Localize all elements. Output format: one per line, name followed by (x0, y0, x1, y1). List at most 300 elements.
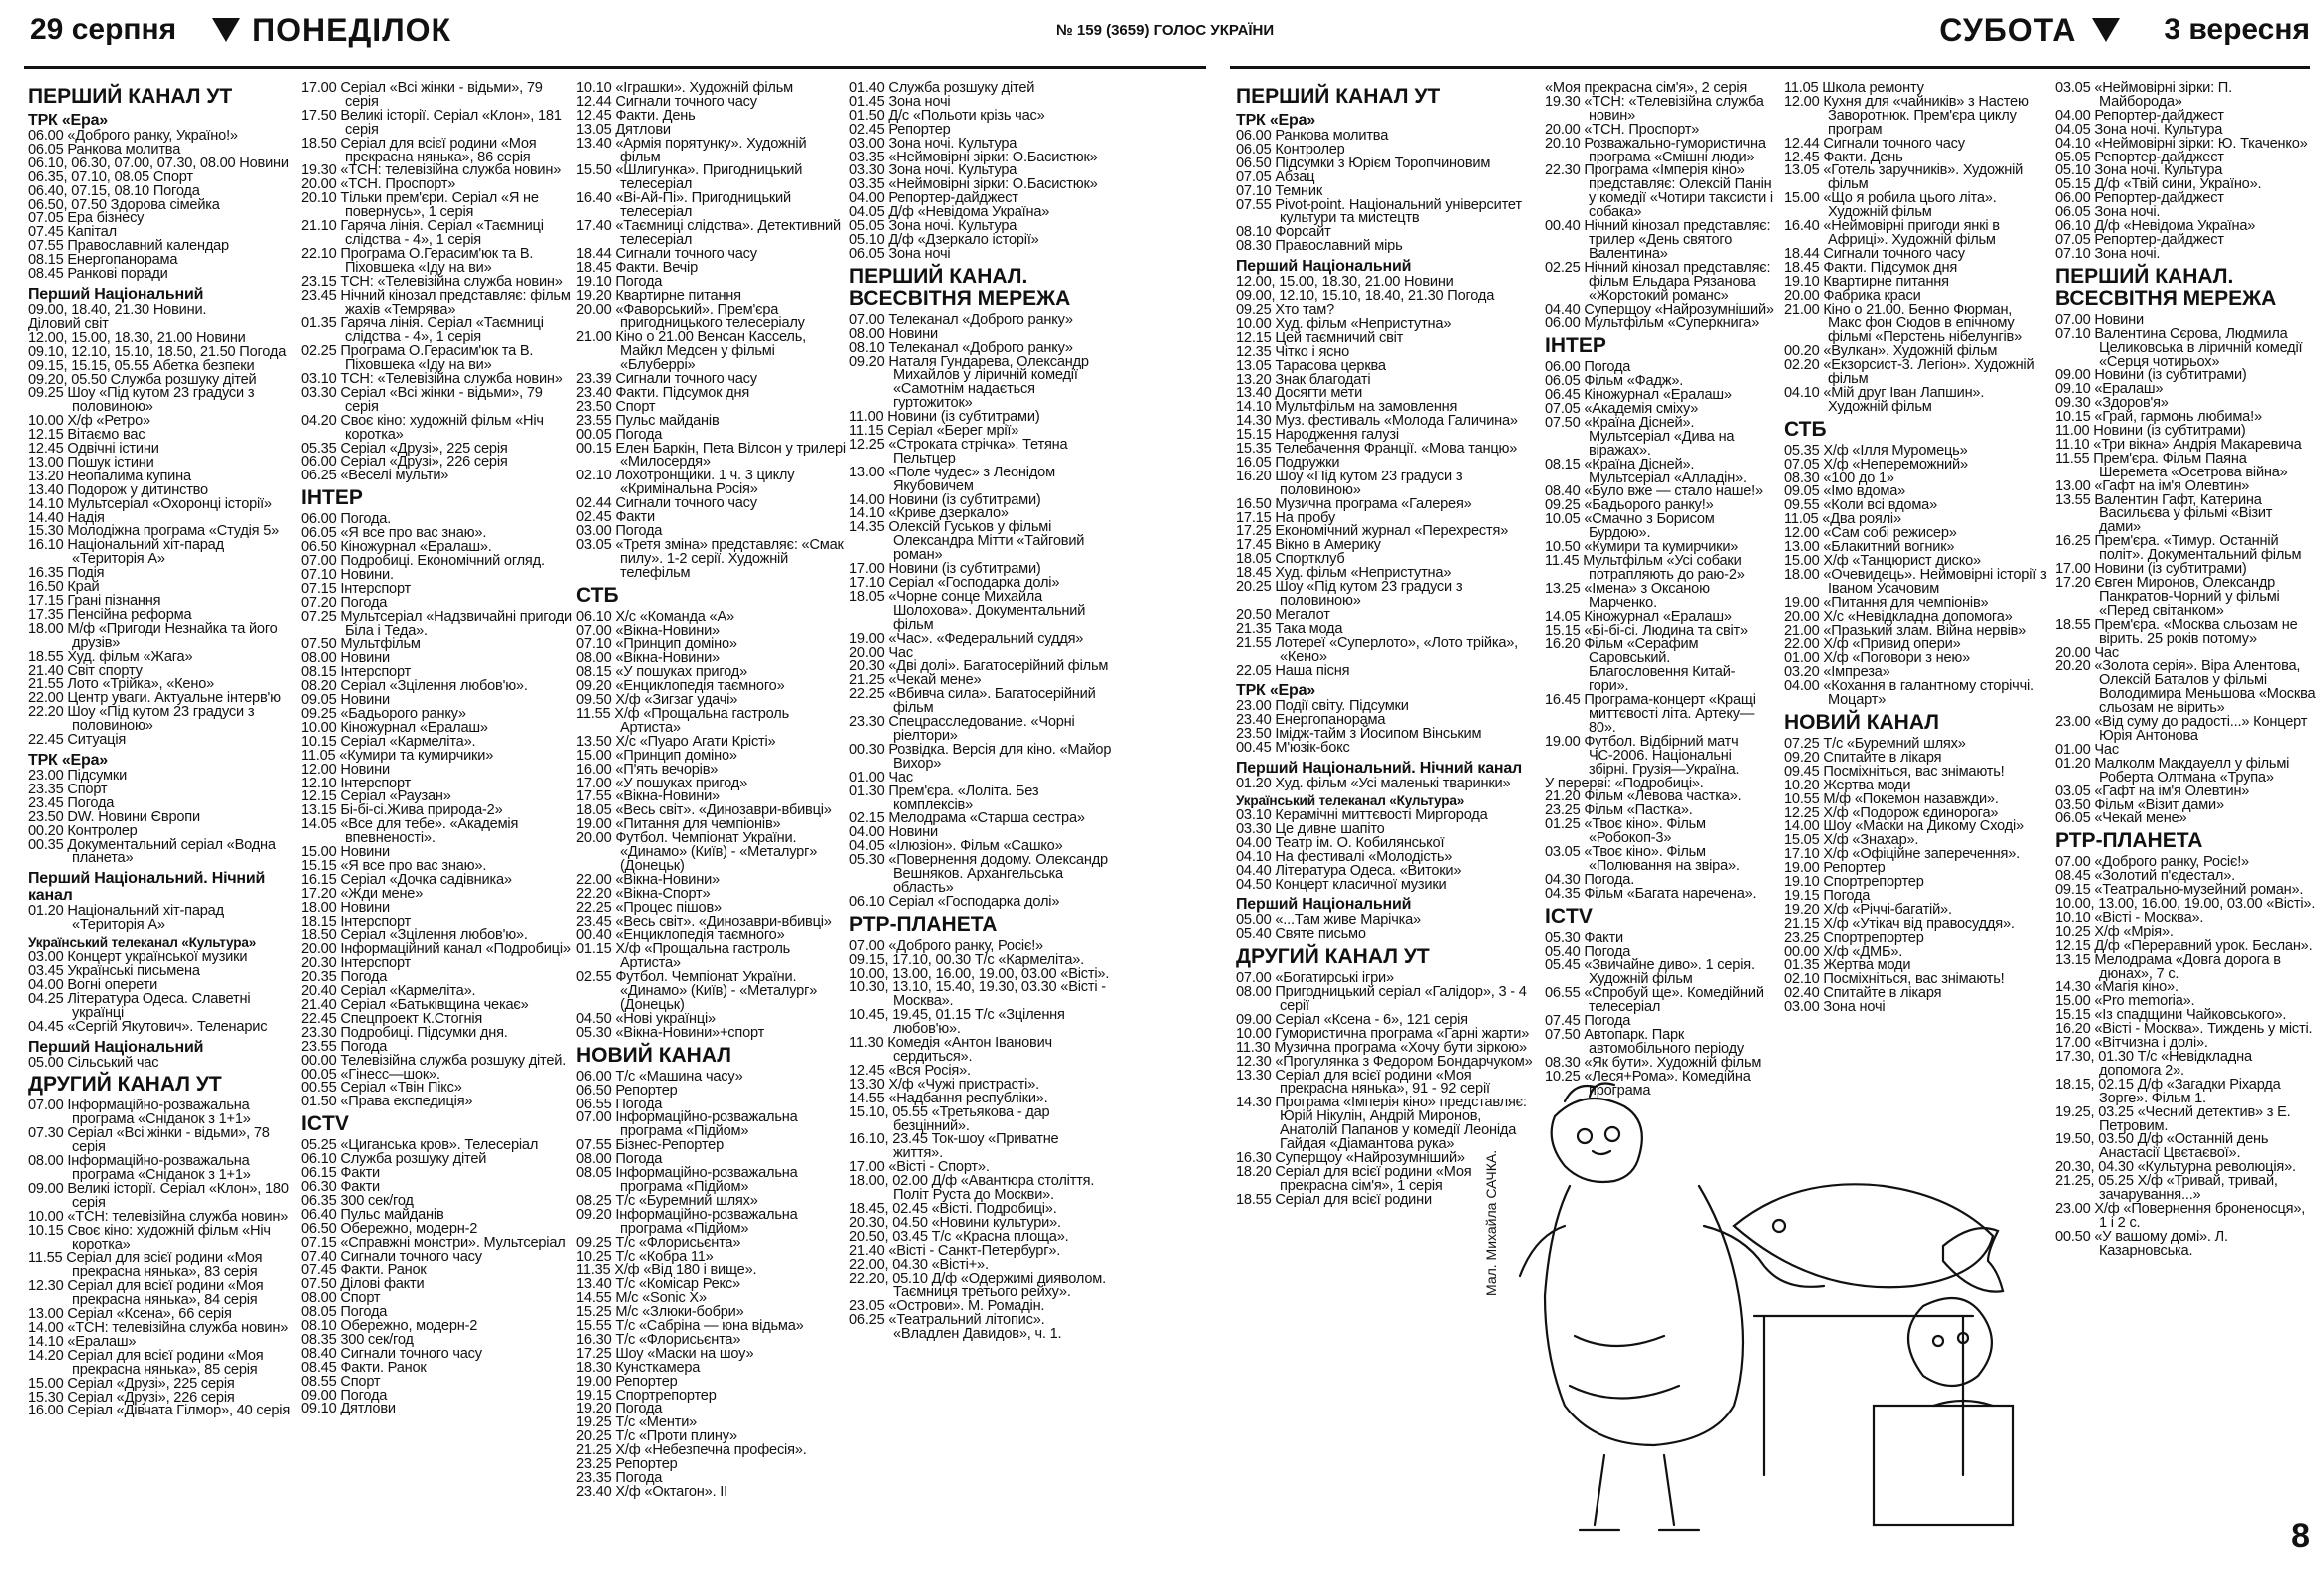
program-listing: 19.10 Квартирне питання (1784, 273, 1949, 290)
program-listing: 20.00 Фабрика краси (1784, 287, 1921, 304)
program-listing: 06.50 Підсумки з Юрієм Торопчиновим (1236, 155, 1491, 171)
program-listing: 11.05 «Кумири та кумирчики» (301, 747, 494, 764)
program-listing: 10.05 «Смачно з Борисом Бурдою». (1545, 511, 1715, 542)
program-listing: 19.25, 03.25 «Чесний детектив» з Е. Петровим. (2055, 1103, 2291, 1134)
program-listing: 15.55 Т/с «Сабріна — юна відьма» (576, 1318, 804, 1335)
program-listing: 23.45 Погода (28, 794, 115, 811)
program-listing: 21.55 Лотереї «Суперлото», «Лото трійка», «Кено» (1236, 634, 1519, 665)
program-listing: 06.00 Погода. (301, 511, 392, 528)
header-rule-right (1230, 66, 2310, 69)
program-listing: 19.20 Квартирне питання (576, 287, 741, 304)
program-listing: 06.25 «Театральний літопис». «Владлен Давидов», ч. 1. (849, 1312, 1062, 1343)
program-listing: 07.45 Капітал (28, 224, 117, 241)
program-listing: 09.00 Новини (із субтитрами) (2055, 367, 2247, 384)
program-listing: 16.20 Шоу «Під кутом 23 градуси з половиною» (1236, 468, 1463, 498)
program-listing: 08.35 300 сек/год (301, 1331, 414, 1348)
program-listing: 22.30 Програма «Імперія кіно» представляє: Олексій Панін у комедії «Чотири таксисти і собака» (1545, 162, 1773, 221)
channel-heading: СТБ (576, 583, 619, 607)
program-listing: 07.55 Православний календар (28, 238, 229, 255)
channel-heading: РТР-ПЛАНЕТА (2055, 829, 2203, 853)
program-listing: 19.10 Погода (576, 273, 663, 290)
program-listing: 21.00 Кіно о 21.00. Бенно Фюрман, Макс фон Сюдов в епічному фільмі «Перстень нібелунгів» (1784, 301, 2023, 346)
program-listing: 12.00, 15.00, 18.30, 21.00 Новини (28, 329, 246, 346)
program-listing: 11.05 «Два роялі» (1784, 511, 1901, 528)
channel-heading: ICTV (301, 1112, 349, 1136)
program-listing: 15.00 «Pro memoria». (2055, 993, 2195, 1010)
program-listing: 15.00 Серіал «Друзі», 225 серія (28, 1375, 235, 1392)
program-listing: 13.20 Неопалима купина (28, 468, 191, 484)
program-listing: 14.10 «Ералаш» (28, 1333, 137, 1350)
program-listing: 05.30 «Вікна-Новини»+спорт (576, 1024, 765, 1041)
program-listing: 19.10 Спортрепортер (1784, 874, 1924, 891)
program-listing: 08.15 «Країна Дісней». Мультсеріал «Алладін». (1545, 456, 1747, 486)
program-listing: 08.15 Енергопанорама (28, 252, 178, 269)
program-listing: 13.40 «Армія порятунку». Художній фільм (576, 135, 807, 165)
schedule-column-3 (576, 82, 847, 1500)
program-listing: 00.05 «Гінесс—шок». (301, 1066, 440, 1083)
program-listing: 14.30 «Магія кіно». (2055, 979, 2179, 996)
program-listing: 11.45 Мультфільм «Усі собаки потрапляють до раю-2» (1545, 553, 1745, 583)
program-listing: 10.00 «ТСН: телевізійна служба новин» (28, 1208, 289, 1225)
program-listing: 13.30 Х/ф «Чужі пристрасті». (849, 1076, 1039, 1093)
program-listing: 06.00 «Доброго ранку, Україно!» (28, 128, 238, 144)
channel-heading: СТБ (1784, 417, 1827, 441)
program-listing: 23.15 ТСН: «Телевізійна служба новин» (301, 273, 563, 290)
program-listing: 03.35 «Неймовірні зірки: О.Басистюк» (849, 149, 1098, 165)
program-listing: 12.44 Сигнали точного часу (576, 93, 757, 110)
program-listing: 12.45 Факти. День (576, 107, 696, 124)
program-listing: 16.40 «Неймовірні пригоди янкі в Африці». Художній фільм (1784, 218, 2000, 248)
program-listing: 09.55 «Коли всі вдома» (1784, 497, 1937, 514)
program-listing: 07.05 «Академія сміху» (1545, 401, 1699, 418)
program-listing: 03.05 «Неймовірні зірки: П. Майборода» (2055, 80, 2232, 110)
program-listing: 23.35 Погода (576, 1470, 663, 1486)
program-listing: 14.40 Надія (28, 509, 105, 526)
program-listing: 10.50 «Кумири та кумирчики» (1545, 539, 1739, 556)
program-listing: 03.35 «Неймовірні зірки: О.Басистюк» (849, 176, 1098, 193)
program-listing: 22.00, 04.30 «Вісті+». (849, 1256, 989, 1273)
program-listing: 06.35 300 сек/год (301, 1192, 414, 1209)
program-listing: 15.00 Х/ф «Танцюрист диско» (1784, 553, 1981, 569)
program-listing: 00.00 Х/ф «ДМБ». (1784, 943, 1903, 960)
program-listing: 08.30 Православний мірь (1236, 238, 1403, 255)
sub-channel-heading: ТРК «Ера» (28, 751, 108, 769)
channel-heading: ПЕРШИЙ КАНАЛ. ВСЕСВІТНЯ МЕРЕЖА (849, 264, 1071, 310)
program-listing: 23.00 «Від суму до радості...» Концерт Юрія Антонова (2055, 714, 2308, 744)
channel-heading: ДРУГИЙ КАНАЛ УТ (28, 1073, 222, 1097)
program-listing: 14.00 Шоу «Маски на Дикому Сході» (1784, 818, 2024, 835)
channel-heading: ІНТЕР (301, 486, 363, 510)
program-listing: 00.05 Погода (576, 426, 663, 443)
program-listing: 08.55 Спорт (301, 1373, 381, 1390)
program-listing: 15.00 «Що я робила цього літа». Художній фільм (1784, 190, 1997, 221)
program-listing: 22.20 «Вікна-Спорт» (576, 885, 711, 902)
program-listing: 20.40 Серіал «Кармеліта». (301, 983, 476, 1000)
program-listing: 14.00 Новини (із субтитрами) (849, 491, 1041, 508)
program-listing: 11.55 Х/ф «Прощальна гастроль Артиста» (576, 705, 789, 736)
program-listing: 07.05 Х/ф «Непереможний» (1784, 456, 1968, 472)
program-listing: 06.50 Обережно, модерн-2 (301, 1220, 478, 1237)
program-listing: 16.25 Прем'єра. «Тимур. Останній політ». Документальний фільм (2055, 533, 2302, 564)
program-listing: 09.00 Погода (301, 1387, 388, 1404)
schedule-column-7 (1784, 82, 2047, 1015)
program-listing: 13.05 Тарасова церква (1236, 357, 1386, 374)
program-listing: 21.40 Світ спорту (28, 662, 143, 679)
program-listing: 22.25 «Процес пішов» (576, 899, 722, 916)
program-listing: 14.05 Кіножурнал «Ералаш» (1545, 608, 1732, 625)
program-listing: 12.15 Д/ф «Переравний урок. Беслан». (2055, 937, 2313, 954)
program-listing: 07.05 Абзац (1236, 168, 1315, 185)
program-listing: 23.40 Енергопанорама (1236, 712, 1386, 729)
program-listing: Діловий світ (28, 315, 109, 332)
program-listing: 13.05 «Готель заручників». Художній фільм (1784, 162, 2024, 193)
program-listing: 23.30 Спецрасследование. «Чорні ріелтори» (849, 714, 1075, 744)
program-listing: 05.00 Сільський час (28, 1054, 159, 1071)
program-listing: 02.25 Програма О.Герасим'юк та В. Піховшека «Іду на ви» (301, 343, 534, 374)
program-listing: 09.20 Наталя Гундарева, Олександр Михайлов у ліричній комедії «Самотнім надається гуртожиток» (849, 353, 1089, 412)
schedule-column-1 (28, 82, 297, 1418)
program-listing: 18.05 «Весь світ». «Динозаври-вбивці» (576, 802, 832, 819)
sub-channel-heading: Перший Національний. Нічний канал (28, 870, 266, 905)
program-listing: 06.50, 07.50 Здорова сімейка (28, 196, 220, 213)
program-listing: 21.25 «Чекай мене» (849, 672, 982, 689)
program-listing: 12.00, 15.00, 18.30, 21.00 Новини (1236, 274, 1454, 291)
program-listing: 03.00 Концерт української музики (28, 949, 248, 966)
program-listing: 03.10 Керамічні миттєвості Миргорода (1236, 806, 1488, 823)
program-listing: 03.10 ТСН: «Телевізійна служба новин» (301, 371, 563, 388)
program-listing: 06.55 «Спробуй ще». Комедійний телесеріал (1545, 985, 1764, 1016)
left-day-title: ПОНЕДІЛОК (252, 11, 452, 48)
program-listing: 06.00 Серіал «Друзі», 226 серія (301, 454, 508, 471)
program-listing: 04.50 Концерт класичної музики (1236, 876, 1447, 893)
program-listing: 11.30 Музична програма «Хочу бути зіркою» (1236, 1039, 1527, 1056)
program-listing: 23.39 Сигнали точного часу (576, 371, 757, 388)
program-listing: 01.50 Д/с «Польоти крізь час» (849, 107, 1045, 124)
program-listing: 01.25 «Твоє кіно». Фільм «Робокоп-3» (1545, 816, 1706, 847)
program-listing: 13.05 Дятлови (576, 121, 671, 138)
triangle-down-icon (2092, 18, 2120, 42)
program-listing: 07.05 Ера бізнесу (28, 210, 145, 227)
program-listing: 23.55 Пульс майданів (576, 412, 720, 429)
program-listing: 09.00, 12.10, 15.10, 18.40, 21.30 Погода (1236, 288, 1495, 305)
program-listing: 11.05 Школа ремонту (1784, 80, 1924, 96)
program-listing: 04.35 Фільм «Багата наречена». (1545, 885, 1757, 902)
program-listing: 06.05 Ранкова молитва (28, 141, 181, 157)
program-listing: 02.10 Посміхніться, вас знімають! (1784, 971, 2005, 988)
program-listing: 07.10 Новини. (301, 566, 394, 583)
program-listing: 18.55 Худ. фільм «Жага» (28, 648, 193, 665)
program-listing: 04.00 Новини (849, 824, 938, 841)
sub-channel-heading: Перший Національний (1236, 258, 1412, 276)
program-listing: 15.50 «Шлигунка». Пригодницький телесеріал (576, 162, 803, 193)
program-listing: «Моя прекрасна сім'я», 2 серія (1545, 80, 1748, 96)
program-listing: 07.00 Інформаційно-розважальна програма «Підйом» (576, 1109, 798, 1140)
program-listing: 15.35 Телебачення Франції. «Мова танцю» (1236, 441, 1518, 458)
program-listing: 07.00 «Вікна-Новини» (576, 622, 720, 639)
schedule-column-2 (301, 82, 572, 1416)
program-listing: 16.45 Програма-концерт «Кращі миттєвості літа. Артеку—80». (1545, 692, 1756, 736)
program-listing: 09.10 Дятлови (301, 1401, 396, 1417)
program-listing: 01.35 Гаряча лінія. Серіал «Таємниці слідства - 4», 1 серія (301, 315, 544, 346)
program-listing: 16.30 Т/с «Флорисьєнта» (576, 1331, 741, 1348)
program-listing: 03.00 Погода (576, 523, 663, 539)
program-listing: 18.15, 02.15 Д/ф «Загадки Ріхарда Зорге». Фільм 1. (2055, 1076, 2281, 1106)
program-listing: 11.55 Серіал для всієї родини «Моя прекрасна нянька», 83 серія (28, 1250, 263, 1281)
program-listing: 06.05 Контролер (1236, 141, 1345, 157)
program-listing: 04.00 Репортер-дайджест (2055, 107, 2224, 124)
program-listing: 14.00 «ТСН: телевізійна служба новин» (28, 1319, 289, 1336)
program-listing: 18.20 Серіал для всієї родини «Моя прекрасна сім'я», 1 серія (1236, 1163, 1472, 1194)
program-listing: 19.20 Х/ф «Річчі-багатій». (1784, 901, 1952, 918)
program-listing: 03.00 Зона ночі (1784, 999, 1886, 1016)
program-listing: 10.10 «Іграшки». Художній фільм (576, 80, 793, 96)
program-listing: 00.40 Нічний кінозал представляє: трилер «День святого Валентина» (1545, 218, 1771, 262)
program-listing: 04.40 Література Одеса. «Витоки» (1236, 862, 1462, 879)
program-listing: 04.10 «Неймовірні зірки: Ю. Ткаченко» (2055, 135, 2308, 152)
channel-heading: НОВИЙ КАНАЛ (576, 1043, 731, 1067)
program-listing: 17.50 Великі історії. Серіал «Клон», 181 серія (301, 107, 562, 138)
program-listing: 23.45 Нічний кінозал представляє: фільм жахів «Темрява» (301, 287, 571, 318)
program-listing: 12.30 Серіал для всієї родини «Моя прекрасна нянька», 84 серія (28, 1278, 264, 1309)
program-listing: 06.10 Д/ф «Невідома Україна» (2055, 218, 2256, 235)
sub-channel-heading: Український телеканал «Культура» (28, 935, 257, 951)
program-listing: 07.00 «Доброго ранку, Росіє!» (849, 937, 1043, 954)
program-listing: 18.05 Спортклуб (1236, 551, 1345, 568)
program-listing: 09.15 «Театрально-музейний роман». (2055, 882, 2304, 899)
program-listing: 10.15 Своє кіно: художній фільм «Ніч коротка» (28, 1222, 271, 1253)
program-listing: 18.00 М/ф «Пригоди Незнайка та його друзів» (28, 620, 278, 651)
sub-channel-heading: Український телеканал «Культура» (1236, 792, 1465, 808)
program-listing: 17.15 Грані пізнання (28, 593, 161, 609)
program-listing: 20.50, 03.45 Т/с «Красна площа». (849, 1228, 1069, 1245)
sub-channel-heading: Перший Національний (1236, 896, 1412, 914)
program-listing: 15.10, 05.55 «Третьякова - дар безцінний». (849, 1103, 1050, 1134)
program-listing: 03.05 «Гафт на ім'я Олевтин» (2055, 783, 2250, 799)
program-listing: 07.10 Темник (1236, 182, 1323, 199)
caricature-illustration (1495, 1077, 2053, 1545)
program-listing: 17.00 Новини (із субтитрами) (2055, 561, 2247, 578)
program-listing: 23.35 Спорт (28, 781, 108, 797)
program-listing: 16.00 «П'ять вечорів» (576, 761, 719, 778)
program-listing: 07.55 Pivot-point. Національний університет культури та мистецтв (1236, 196, 1522, 227)
program-listing: 19.00 Репортер (576, 1373, 678, 1390)
program-listing: 07.25 Т/с «Буремний шлях» (1784, 735, 1966, 752)
program-listing: 01.00 Час (2055, 741, 2119, 758)
program-listing: 04.05 «Ілюзіон». Фільм «Сашко» (849, 838, 1063, 855)
program-listing: 13.00 «Блакитний вогник» (1784, 539, 1955, 556)
program-listing: 22.00 «Вікна-Новини» (576, 871, 720, 888)
program-listing: 18.45 Факти. Підсумок дня (1784, 259, 1958, 276)
program-listing: 18.45 Факти. Вечір (576, 259, 699, 276)
program-listing: 20.00 Футбол. Чемпіонат України. «Динамо» (Київ) - «Металург» (Донецьк) (576, 830, 818, 874)
program-listing: 00.40 «Енциклопедія таємного» (576, 927, 785, 944)
program-listing: 00.20 «Вулкан». Художній фільм (1784, 343, 1998, 360)
program-listing: 13.00 Пошук істини (28, 454, 154, 471)
channel-heading: ІНТЕР (1545, 334, 1606, 358)
program-listing: 05.35 Серіал «Друзі», 225 серія (301, 440, 508, 457)
program-listing: 09.25 Т/с «Флорисьєнта» (576, 1234, 741, 1251)
program-listing: 06.40, 07.15, 08.10 Погода (28, 182, 200, 199)
program-listing: 18.55 Серіал для всієї родини (1236, 1191, 1432, 1208)
page-number: 8 (2291, 1517, 2310, 1555)
program-listing: 12.25 Х/ф «Подорож єдинорога» (1784, 804, 1999, 821)
program-listing: 14.10 Мультсеріал «Охоронці історії» (28, 495, 272, 512)
program-listing: 10.25 Х/ф «Мрія». (2055, 923, 2174, 940)
program-listing: 08.05 Погода (301, 1304, 388, 1321)
program-listing: 14.30 Муз. фестиваль «Молода Галичина» (1236, 413, 1518, 430)
program-listing: 07.00 Телеканал «Доброго ранку» (849, 311, 1073, 328)
program-listing: 07.45 Погода (1545, 1013, 1631, 1030)
program-listing: 13.25 «Імена» з Оксаною Марченко. (1545, 580, 1710, 611)
program-listing: 08.10 Обережно, модерн-2 (301, 1318, 478, 1335)
program-listing: 07.40 Сигнали точного часу (301, 1248, 482, 1265)
program-listing: 05.40 Погода (1545, 943, 1631, 960)
program-listing: 03.50 Фільм «Візит дами» (2055, 796, 2224, 813)
program-listing: 06.40 Пульс майданів (301, 1206, 444, 1223)
program-listing: 11.00 Новини (із субтитрами) (849, 409, 1040, 426)
program-listing: 20.00 «ТСН. Проспорт» (1545, 121, 1700, 138)
program-listing: 04.40 Суперщоу «Найрозумніший» (1545, 301, 1774, 318)
program-listing: 09.25 Шоу «Під кутом 23 градуси з половиною» (28, 385, 255, 416)
program-listing: 09.25 «Бадьорого ранку!» (1545, 497, 1714, 514)
program-listing: 04.30 Погода. (1545, 871, 1635, 888)
program-listing: 18.05 «Чорне сонце Михайла Шолохова». Документальний фільм (849, 588, 1086, 633)
program-listing: 22.45 Ситуація (28, 732, 127, 749)
program-listing: 04.00 Вогні оперети (28, 976, 158, 993)
sub-channel-heading: ТРК «Ера» (1236, 112, 1315, 129)
program-listing: 23.40 Х/ф «Октагон». II (576, 1483, 727, 1500)
program-listing: 20.35 Погода (301, 969, 388, 986)
program-listing: 12.45 Факти. День (1784, 149, 1903, 165)
program-listing: 13.50 Х/с «Пуаро Агати Крісті» (576, 733, 776, 750)
program-listing: 13.00 «Поле чудес» з Леонідом Якубовичем (849, 464, 1055, 494)
program-listing: 20.00 Час (2055, 644, 2119, 661)
program-listing: 07.15 «Справжні монстри». Мультсеріал (301, 1234, 566, 1251)
program-listing: 10.25 Т/с «Кобра 11» (576, 1248, 714, 1265)
program-listing: 17.45 Вікно в Америку (1236, 537, 1381, 554)
program-listing: 15.15 «Бі-бі-сі. Людина та світ» (1545, 622, 1748, 639)
program-listing: 14.10 «Криве дзеркало» (849, 505, 1009, 522)
program-listing: 17.55 «Вікна-Новини» (576, 788, 720, 805)
program-listing: 08.00 Новини (301, 650, 390, 667)
program-listing: 13.40 Подорож у дитинство (28, 481, 208, 498)
program-listing: 06.05 Зона ночі. (2055, 204, 2161, 221)
program-listing: 11.55 Прем'єра. Фільм Паяна Шеремета «Осетрова війна» (2055, 450, 2288, 480)
program-listing: 07.00 «Доброго ранку, Росіє!» (2055, 854, 2249, 871)
program-listing: 21.35 Така мода (1236, 620, 1343, 637)
program-listing: 09.10, 12.10, 15.10, 18.50, 21.50 Погода (28, 343, 287, 360)
program-listing: 17.00 Новини (із субтитрами) (849, 561, 1041, 578)
program-listing: 05.05 Репортер-дайджест (2055, 149, 2224, 165)
program-listing: 18.50 Серіал для всієї родини «Моя прекрасна нянька», 86 серія (301, 135, 537, 165)
schedule-column-4 (849, 82, 1112, 1342)
caricature-caption: Мал. Михайла САЧКА. (1483, 1149, 1499, 1296)
program-listing: 07.05 Репортер-дайджест (2055, 231, 2224, 248)
program-listing: 07.15 Інтерспорт (301, 580, 412, 597)
program-listing: 04.00 Репортер-дайджест (849, 190, 1018, 207)
program-listing: 08.15 «У пошуках пригод» (576, 664, 748, 681)
right-day-title: СУБОТА (1939, 11, 2077, 48)
program-listing: 23.25 Репортер (576, 1456, 678, 1473)
program-listing: 00.35 Документальний серіал «Водна планета» (28, 836, 276, 867)
channel-heading: ПЕРШИЙ КАНАЛ. ВСЕСВІТНЯ МЕРЕЖА (2055, 264, 2277, 310)
program-listing: 17.00 «Вітчизна і долі». (2055, 1035, 2208, 1052)
program-listing: 11.00 Новини (із субтитрами) (2055, 423, 2246, 440)
program-listing: 10.10 «Вісті - Москва». (2055, 909, 2204, 926)
program-listing: 05.05 Зона ночі. Культура (849, 218, 1017, 235)
program-listing: 23.50 Спорт (576, 398, 656, 415)
program-listing: 04.10 «Мій друг Іван Лапшин». Художній фільм (1784, 384, 1985, 415)
program-listing: 12.35 Чітко і ясно (1236, 343, 1350, 360)
program-listing: 01.00 Х/ф «Поговори з нею» (1784, 650, 1971, 667)
program-listing: 03.30 Зона ночі. Культура (849, 162, 1017, 179)
program-listing: 09.30 «Здоров'я» (2055, 395, 2169, 412)
program-listing: 08.45 Ранкові поради (28, 266, 168, 283)
program-listing: 22.05 Наша пісня (1236, 662, 1350, 679)
program-listing: 12.15 Вітаємо вас (28, 427, 145, 444)
program-listing: 08.00 Спорт (301, 1290, 381, 1307)
program-listing: 19.00 Футбол. Відбірний матч ЧС-2006. Національні збірні. Грузія—Україна. (1545, 733, 1740, 778)
program-listing: 13.00 Серіал «Ксена», 66 серія (28, 1306, 232, 1323)
program-listing: 19.00 «Час». «Федеральний суддя» (849, 630, 1084, 647)
program-listing: 16.10 Національний хіт-парад «Територія А» (28, 537, 224, 568)
program-listing: 16.50 Край (28, 579, 100, 596)
program-listing: 06.00 Мультфільм «Суперкнига» (1545, 315, 1760, 332)
program-listing: 17.00 «Вісті - Спорт». (849, 1159, 990, 1176)
program-listing: 08.45 «Золотий п'єдестал». (2055, 868, 2236, 885)
channel-heading: ICTV (1545, 904, 1593, 928)
program-listing: 23.50 DW. Новини Європи (28, 808, 200, 825)
program-listing: 08.25 Т/с «Буремний шлях» (576, 1192, 758, 1209)
left-page-header (30, 0, 451, 60)
program-listing: 19.00 Репортер (1784, 860, 1886, 877)
program-listing: 03.05 «Третя зміна» представляє: «Смак пилу». 1-2 серії. Художній телефільм (576, 536, 844, 581)
program-listing: 05.10 Д/ф «Дзеркало історії» (849, 231, 1039, 248)
program-listing: 08.10 Телеканал «Доброго ранку» (849, 339, 1073, 356)
program-listing: 22.20 Шоу «Під кутом 23 градуси з половиною» (28, 704, 255, 735)
program-listing: 12.10 Інтерспорт (301, 775, 412, 791)
program-listing: 15.15 Народження галузі (1236, 427, 1399, 444)
program-listing: 20.00 «ТСН. Проспорт» (301, 176, 456, 193)
program-listing: 20.30 Інтерспорт (301, 955, 412, 972)
program-listing: 07.50 «Країна Дісней». Мультсеріал «Дива на віражах». (1545, 414, 1735, 459)
program-listing: 04.20 Своє кіно: художній фільм «Ніч коротка» (301, 412, 544, 443)
program-listing: 09.00 Серіал «Ксена - 6», 121 серія (1236, 1011, 1468, 1028)
program-listing: 22.00 Центр уваги. Актуальне інтерв'ю (28, 690, 281, 707)
program-listing: 08.30 «100 до 1» (1784, 470, 1894, 486)
program-listing: 05.45 «Звичайне диво». 1 серія. Художній фільм (1545, 957, 1755, 988)
program-listing: 09.05 Новини (301, 692, 390, 709)
program-listing: 09.45 Посміхніться, вас знімають! (1784, 763, 2005, 780)
channel-heading: РТР-ПЛАНЕТА (849, 912, 998, 936)
program-listing: 18.15 Інтерспорт (301, 913, 412, 930)
program-listing: 23.00 Події світу. Підсумки (1236, 698, 1409, 715)
program-listing: 23.45 «Весь світ». «Динозаври-вбивці» (576, 913, 832, 930)
program-listing: 00.45 М'юзік-бокс (1236, 740, 1350, 757)
program-listing: 14.55 «Надбання республіки». (849, 1090, 1048, 1106)
program-listing: 17.20 «Жди мене» (301, 885, 424, 902)
triangle-down-icon (212, 18, 240, 42)
program-listing: 20.00 Інформаційний канал «Подробиці» (301, 941, 571, 958)
program-listing: 21.55 Лото «Трійка», «Кено» (28, 676, 215, 693)
program-listing: 12.44 Сигнали точного часу (1784, 135, 1965, 152)
program-listing: 16.20 Фільм «Серафим Саровський. Благословення Китай-гори». (1545, 636, 1736, 695)
program-listing: 19.30 «ТСН: «Телевізійна служба новин» (1545, 93, 1764, 124)
program-listing: 01.30 Прем'єра. «Лоліта. Без комплексів» (849, 783, 1039, 813)
program-listing: 01.15 Х/ф «Прощальна гастроль Артиста» (576, 941, 791, 972)
program-listing: 07.10 Валентина Сєрова, Людмила Целиковська в ліричній комедії «Серця чотирьох» (2055, 325, 2303, 370)
program-listing: 05.10 Зона ночі. Культура (2055, 162, 2223, 179)
